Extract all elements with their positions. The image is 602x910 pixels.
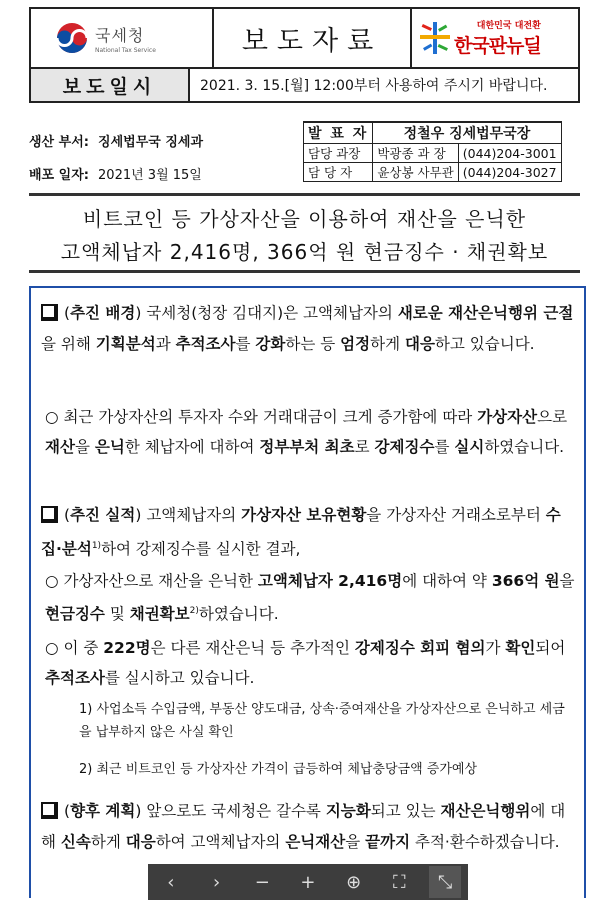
release-row [29, 69, 580, 103]
brand-subtitle: 대한민국 대전환 [476, 21, 541, 31]
release-time: 2021. 3. 15.[월] 12:00부터 사용하여 주시기 바랍니다. [200, 78, 548, 94]
contact-role: 담 당 자 [304, 163, 373, 182]
doc-type: 보도자료 [241, 25, 383, 57]
agency-name-en: National Tax Service [95, 46, 156, 54]
viewer-toolbar [148, 864, 468, 900]
agency-name: 국세청 [95, 25, 145, 45]
announcer-label: 발 표 자 [304, 122, 373, 144]
contact-phone: (044)204-3001 [458, 144, 561, 163]
headline-line-1: 비트코인 등 가상자산을 이용하여 재산을 은닉한 [82, 207, 527, 231]
brand-title: 한국판뉴딜 [454, 35, 541, 57]
section-background: (추진 배경) 국세청(청장 김대지)은 고액체납자의 새로운 재산은닉행위 근절을 위해 기획분석과 추적조사를 강화하는 등 엄정하게 대응하고 있습니다. [41, 304, 574, 353]
date-line [29, 164, 202, 183]
footnote-1: 1) 사업소득 수입금액, 부동산 양도대금, 상속·증여재산을 가상자산으로 은닉하고 세금을 납부하지 않은 사실 확인 [79, 702, 565, 740]
fullscreen-button[interactable]: ⛶ [393, 871, 406, 893]
announcer-value: 정철우 징세법무국장 [373, 122, 561, 144]
contact-name: 윤상봉 사무관 [373, 163, 458, 182]
next-page-button[interactable]: › [212, 871, 221, 893]
section-results: (추진 실적) 고액체납자의 가상자산 보유현황을 가상자산 거래소로부터 수집·분석$^{1)}$하여 강제징수를 실시한 결과, [41, 506, 561, 559]
checkbox-icon [41, 506, 58, 523]
contact-role: 담당 과장 [304, 144, 373, 163]
contact-table [303, 121, 562, 182]
taegeuk-icon [55, 21, 89, 55]
body-box [29, 286, 586, 898]
zoom-out-button[interactable]: − [254, 871, 270, 893]
divider [29, 270, 580, 273]
date-value: 2021년 3월 15일 [98, 168, 202, 183]
footnote-2: 2) 최근 비트코인 등 가상자산 가격이 급등하여 체납충당금액 증가예상 [79, 762, 478, 777]
new-deal-logo [410, 9, 578, 67]
bullet-collection: ○ 가상자산으로 재산을 은닉한 고액체납자 2,416명에 대하여 약 366억 원을 현금징수 및 채권확보$^{2)}$하였습니다. [45, 572, 575, 624]
exit-fullscreen-button[interactable]: ⤡ [429, 866, 461, 898]
dept-label: 생산 부서: [29, 135, 89, 150]
bullet-crypto: ○ 최근 가상자산의 투자자 수와 거래대금이 크게 증가함에 따라 가상자산으로 재산을 은닉한 체납자에 대하여 정부부처 최초로 강제징수를 실시하였습니다. [45, 408, 568, 456]
date-label: 배포 일자: [29, 168, 89, 183]
prev-page-button[interactable]: ‹ [167, 871, 175, 893]
headline-line-2: 고액체납자 2,416명, 366억 원 현금징수 · 채권확보 [60, 240, 549, 264]
nts-logo [31, 9, 214, 67]
divider [29, 193, 580, 196]
contact-row [304, 144, 562, 163]
new-deal-icon [420, 22, 450, 54]
fit-view-button[interactable]: ⊕ [346, 871, 362, 893]
section-plans: (향후 계획) 앞으로도 국세청은 갈수록 지능화되고 있는 재산은닉행위에 대해 신속하게 대응하여 고액체납자의 은닉재산을 끝까지 추적·환수하겠습니다. [41, 802, 566, 851]
zoom-in-button[interactable]: + [300, 871, 316, 893]
dept-value: 징세법무국 징세과 [98, 135, 204, 150]
checkbox-icon [41, 304, 58, 321]
contact-name: 박광종 과 장 [373, 144, 458, 163]
bullet-evasion: ○ 이 중 222명은 다른 재산은닉 등 추가적인 강제징수 회피 혐의가 확인되어 추적조사를 실시하고 있습니다. [45, 639, 566, 687]
announcer-row [304, 122, 562, 144]
checkbox-icon [41, 802, 58, 819]
contact-phone: (044)204-3027 [458, 163, 561, 182]
contact-row [304, 163, 562, 182]
dept-line [29, 131, 203, 150]
release-label: 보도일시 [31, 69, 190, 101]
press-header [29, 7, 580, 69]
